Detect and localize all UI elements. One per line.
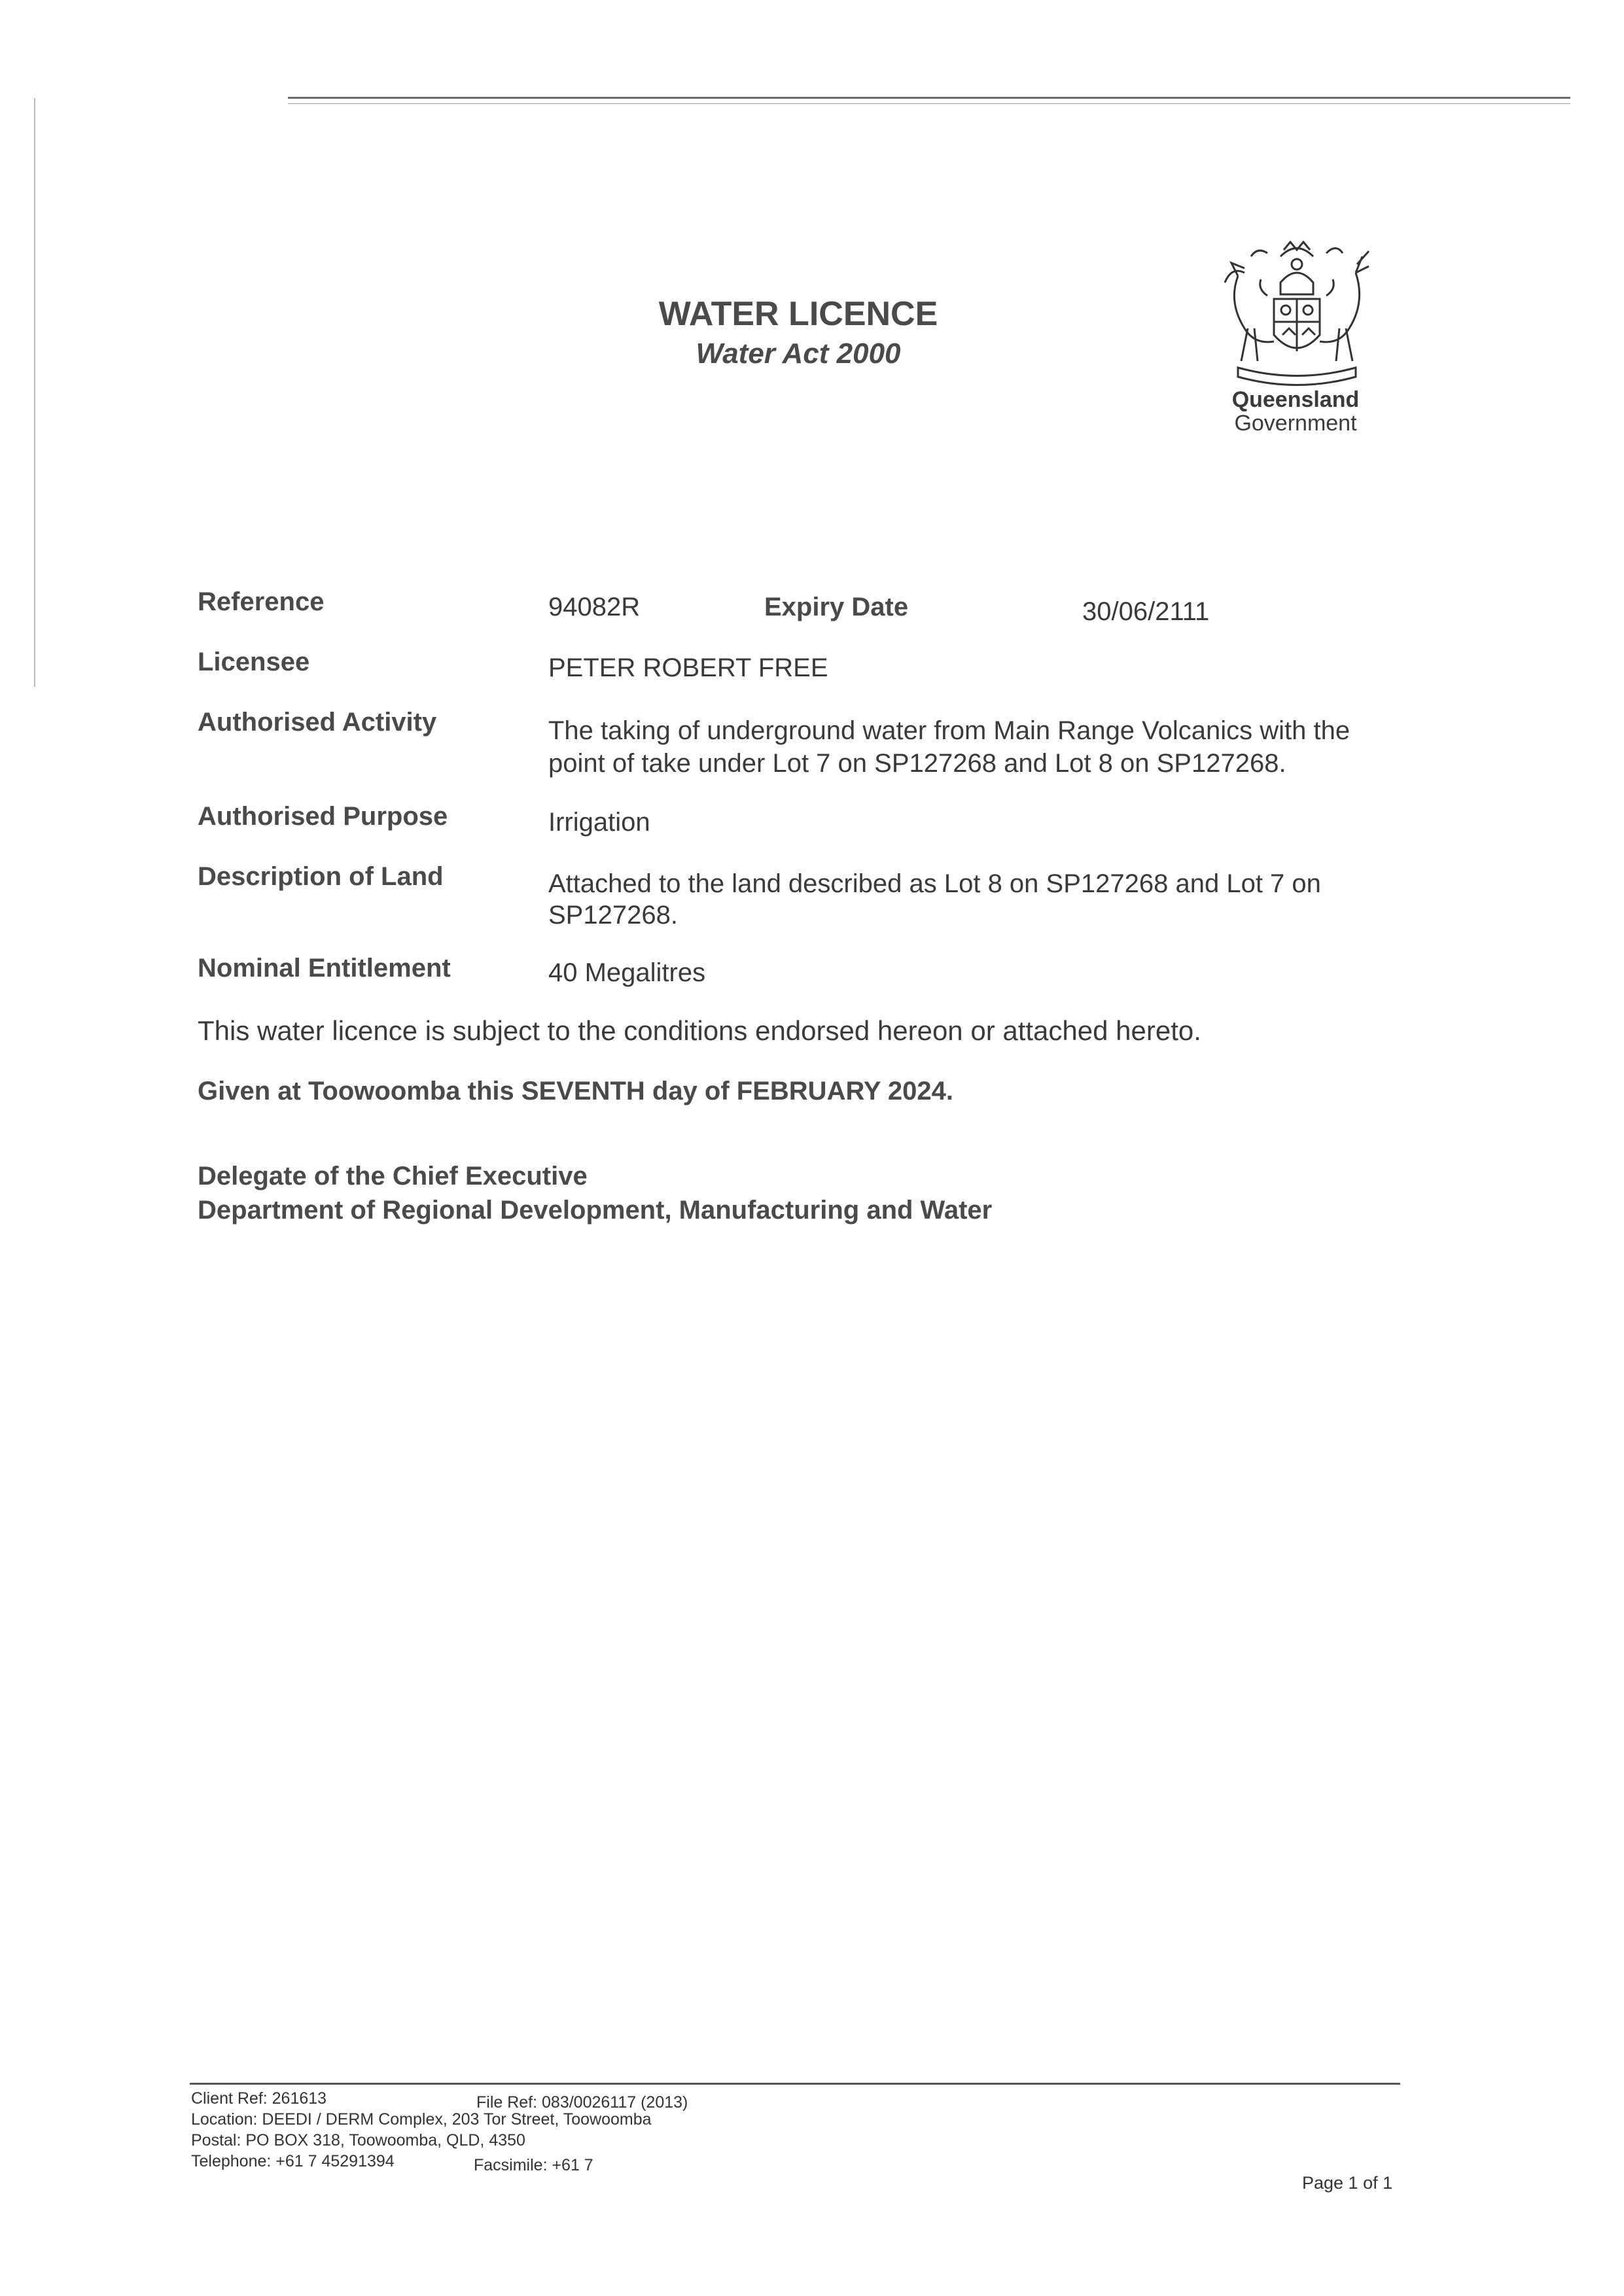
- expiry-date-value: 30/06/2111: [1082, 597, 1210, 626]
- authorised-purpose-label: Authorised Purpose: [198, 802, 448, 831]
- footer-location: Location: DEEDI / DERM Complex, 203 Tor Street, Toowoomba: [191, 2110, 652, 2129]
- scan-edge: [34, 98, 35, 687]
- delegate-title: Delegate of the Chief Executive: [198, 1162, 588, 1191]
- expiry-date-label: Expiry Date: [764, 593, 909, 621]
- description-of-land-label: Description of Land: [198, 862, 444, 891]
- document-subtitle: Water Act 2000: [696, 338, 901, 370]
- description-of-land-value-line2: SP127268.: [548, 901, 678, 930]
- reference-value: 94082R: [548, 593, 641, 621]
- nominal-entitlement-label: Nominal Entitlement: [198, 954, 451, 983]
- authorised-purpose-value: Irrigation: [548, 808, 650, 837]
- document-title: WATER LICENCE: [658, 295, 938, 333]
- footer-facsimile: Facsimile: +61 7: [474, 2156, 593, 2174]
- government-name: Queensland: [1231, 387, 1360, 412]
- given-statement: Given at Toowoomba this SEVENTH day of FEBRUARY 2024.: [198, 1077, 954, 1105]
- department-name: Department of Regional Development, Manufacturing and Water: [198, 1196, 993, 1225]
- conditions-statement: This water licence is subject to the conditions endorsed hereon or attached hereto.: [198, 1015, 1201, 1046]
- reference-label: Reference: [198, 587, 325, 616]
- queensland-coat-of-arms-icon: [1212, 237, 1382, 394]
- nominal-entitlement-value: 40 Megalitres: [548, 958, 706, 987]
- top-rule: [288, 97, 1570, 99]
- licensee-value: PETER ROBERT FREE: [548, 653, 828, 682]
- top-rule-thin: [288, 103, 1570, 104]
- description-of-land-value-line1: Attached to the land described as Lot 8 on SP127268 and Lot 7 on: [548, 869, 1321, 898]
- footer-telephone: Telephone: +61 7 45291394: [191, 2152, 395, 2170]
- client-ref: Client Ref: 261613: [191, 2089, 327, 2108]
- authorised-activity-value-line2: point of take under Lot 7 on SP127268 and Lot 8 on SP127268.: [548, 749, 1286, 778]
- file-ref: File Ref: 083/0026117 (2013): [476, 2093, 688, 2112]
- licensee-label: Licensee: [198, 648, 310, 676]
- authorised-activity-label: Authorised Activity: [198, 708, 437, 737]
- page-number: Page 1 of 1: [1302, 2173, 1393, 2193]
- footer-postal: Postal: PO BOX 318, Toowoomba, QLD, 4350: [191, 2131, 525, 2149]
- government-subtitle: Government: [1234, 411, 1357, 436]
- footer-rule: [190, 2083, 1400, 2085]
- authorised-activity-value-line1: The taking of underground water from Main Range Volcanics with the: [548, 716, 1350, 745]
